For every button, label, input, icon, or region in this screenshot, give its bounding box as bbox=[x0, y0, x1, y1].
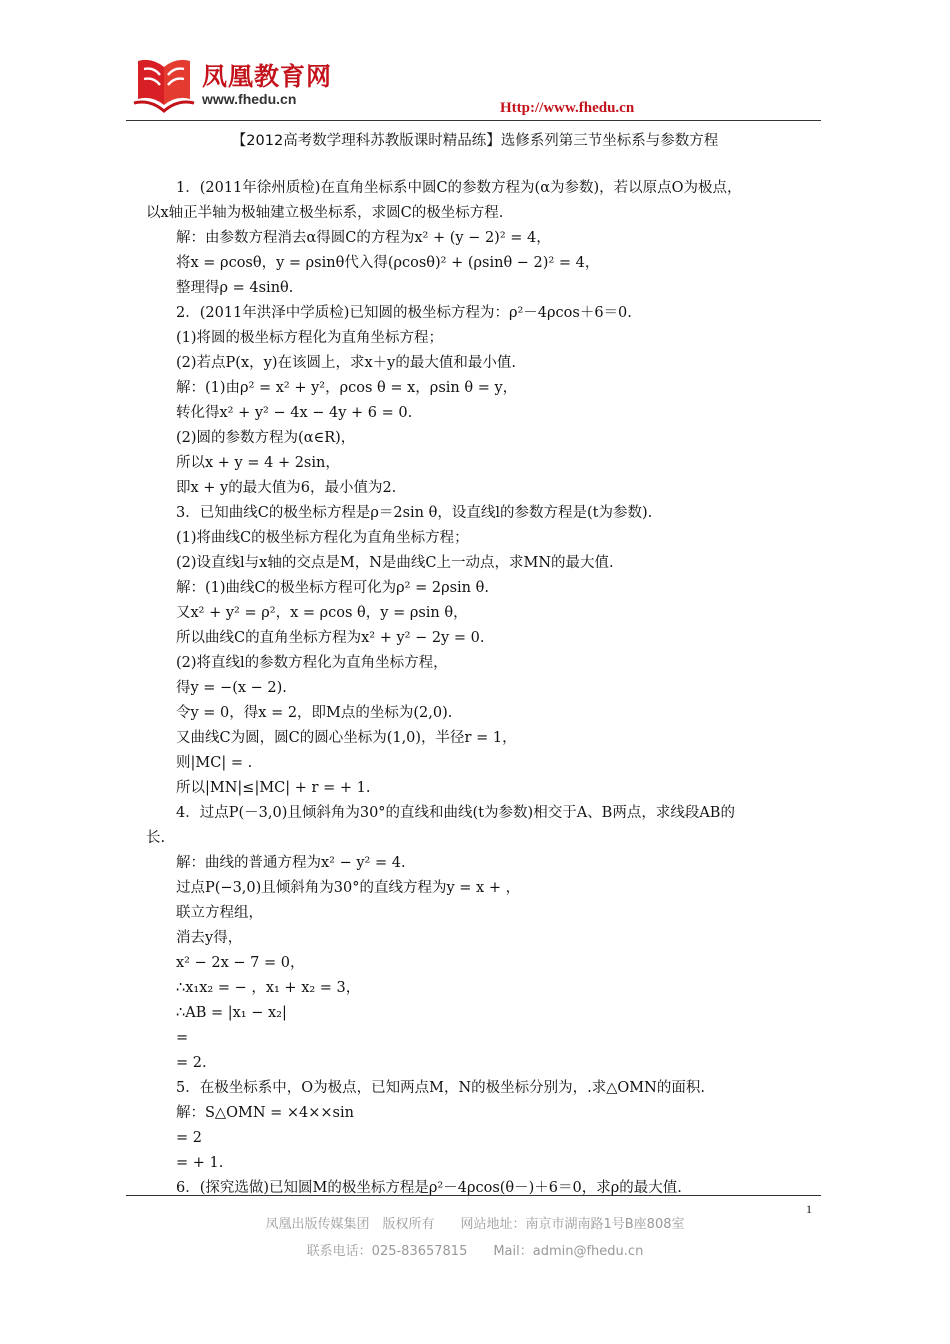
question-line: 3．已知曲线C的极坐标方程是ρ＝2sin θ，设直线l的参数方程是(t为参数). bbox=[176, 505, 653, 521]
solution-line: 转化得x² + y² − 4x − 4y + 6 = 0. bbox=[176, 405, 413, 421]
solution-line: = 2. bbox=[176, 1055, 207, 1071]
page-header bbox=[0, 0, 950, 125]
footer-contact: 联系电话：025-83657815 Mail：admin@fhedu.cn bbox=[306, 1244, 644, 1259]
footer-copyright: 凤凰出版传媒集团 版权所有 网站地址：南京市湖南路1号B座808室 bbox=[265, 1217, 685, 1232]
solution-line: 整理得ρ = 4sinθ. bbox=[176, 280, 294, 296]
solution-line: = bbox=[176, 1030, 189, 1046]
solution-line: 又x² + y² = ρ²，x = ρcos θ，y = ρsin θ， bbox=[176, 605, 468, 621]
solution-line: 得y = −(x − 2). bbox=[176, 680, 287, 696]
solution-line: (2)若点P(x，y)在该圆上，求x＋y的最大值和最小值. bbox=[176, 355, 516, 371]
solution-line: (1)将曲线C的极坐标方程化为直角坐标方程； bbox=[176, 530, 469, 546]
site-url-link[interactable]: Http://www.fhedu.cn bbox=[500, 100, 635, 116]
solution-line: 解：(1)曲线C的极坐标方程可化为ρ² = 2ρsin θ. bbox=[176, 580, 489, 596]
footer-divider bbox=[126, 1195, 821, 1196]
solution-line: ∴x₁x₂ = − ，x₁ + x₂ = 3， bbox=[176, 980, 361, 996]
question-line: 1．(2011年徐州质检)在直角坐标系中圆C的参数方程为(α为参数)，若以原点O为极点， bbox=[176, 180, 742, 196]
solution-line: (2)设直线l与x轴的交点是M，N是曲线C上一动点，求MN的最大值. bbox=[176, 555, 614, 571]
solution-line: 解：(1)由ρ² = x² + y²，ρcos θ = x，ρsin θ = y， bbox=[176, 380, 518, 396]
fhedu-logo[interactable] bbox=[132, 55, 332, 117]
solution-line: (2)将直线l的参数方程化为直角坐标方程， bbox=[176, 655, 448, 671]
open-book-logo-icon bbox=[132, 55, 196, 115]
solution-line: (1)将圆的极坐标方程化为直角坐标方程； bbox=[176, 330, 444, 346]
question-line: 4．过点P(－3,0)且倾斜角为30°的直线和曲线(t为参数)相交于A、B两点，求线段AB的 bbox=[176, 805, 735, 821]
solution-line: 又曲线C为圆，圆C的圆心坐标为(1,0)，半径r = 1， bbox=[176, 730, 517, 746]
solution-line: 将x = ρcosθ，y = ρsinθ代入得(ρcosθ)² + (ρsinθ − 2)² = 4， bbox=[176, 255, 600, 271]
question-line: 长. bbox=[146, 830, 166, 846]
solution-line: 则|MC| = . bbox=[176, 755, 253, 771]
solution-line: 解：曲线的普通方程为x² − y² = 4. bbox=[176, 855, 406, 871]
solution-line: 解：由参数方程消去α得圆C的方程为x² + (y − 2)² = 4， bbox=[176, 230, 551, 246]
solution-line: 所以|MN|≤|MC| + r = + 1. bbox=[176, 780, 371, 796]
solution-line: 所以曲线C的直角坐标方程为x² + y² − 2y = 0. bbox=[176, 630, 485, 646]
solution-line: 即x + y的最大值为6，最小值为2. bbox=[176, 480, 397, 496]
question-line: 6．(探究选做)已知圆M的极坐标方程是ρ²－4ρcos(θ－)＋6＝0，求ρ的最大值. bbox=[176, 1180, 682, 1196]
solution-line: = + 1. bbox=[176, 1155, 224, 1171]
solution-line: (2)圆的参数方程为(α∈R)， bbox=[176, 430, 356, 446]
question-line: 5．在极坐标系中，O为极点，已知两点M，N的极坐标分别为，.求△OMN的面积. bbox=[176, 1080, 705, 1096]
solution-line: 消去y得， bbox=[176, 930, 243, 946]
solution-line: 解：S△OMN = ×4××sin bbox=[176, 1105, 354, 1121]
solution-line: x² − 2x − 7 = 0， bbox=[176, 955, 305, 971]
question-line: 以x轴正半轴为极轴建立极坐标系，求圆C的极坐标方程. bbox=[146, 205, 504, 221]
solution-line: ∴AB = |x₁ − x₂| bbox=[176, 1005, 287, 1021]
logo-text-en: www.fhedu.cn bbox=[202, 91, 297, 107]
solution-line: 令y = 0，得x = 2，即M点的坐标为(2,0). bbox=[176, 705, 453, 721]
solution-line: = 2 bbox=[176, 1130, 202, 1146]
header-divider bbox=[126, 120, 821, 121]
solution-line: 联立方程组， bbox=[176, 905, 263, 921]
page-number: 1 bbox=[806, 1202, 812, 1216]
question-line: 2．(2011年洪泽中学质检)已知圆的极坐标方程为：ρ²－4ρcos＋6＝0. bbox=[176, 305, 632, 321]
solution-line: 过点P(−3,0)且倾斜角为30°的直线方程为y = x + ， bbox=[176, 880, 521, 896]
document-title: 【2012高考数学理科苏教版课时精品练】选修系列第三节坐标系与参数方程 bbox=[231, 133, 719, 149]
logo-text-cn: 凤凰教育网 bbox=[202, 62, 333, 91]
solution-line: 所以x + y = 4 + 2sin， bbox=[176, 455, 340, 471]
